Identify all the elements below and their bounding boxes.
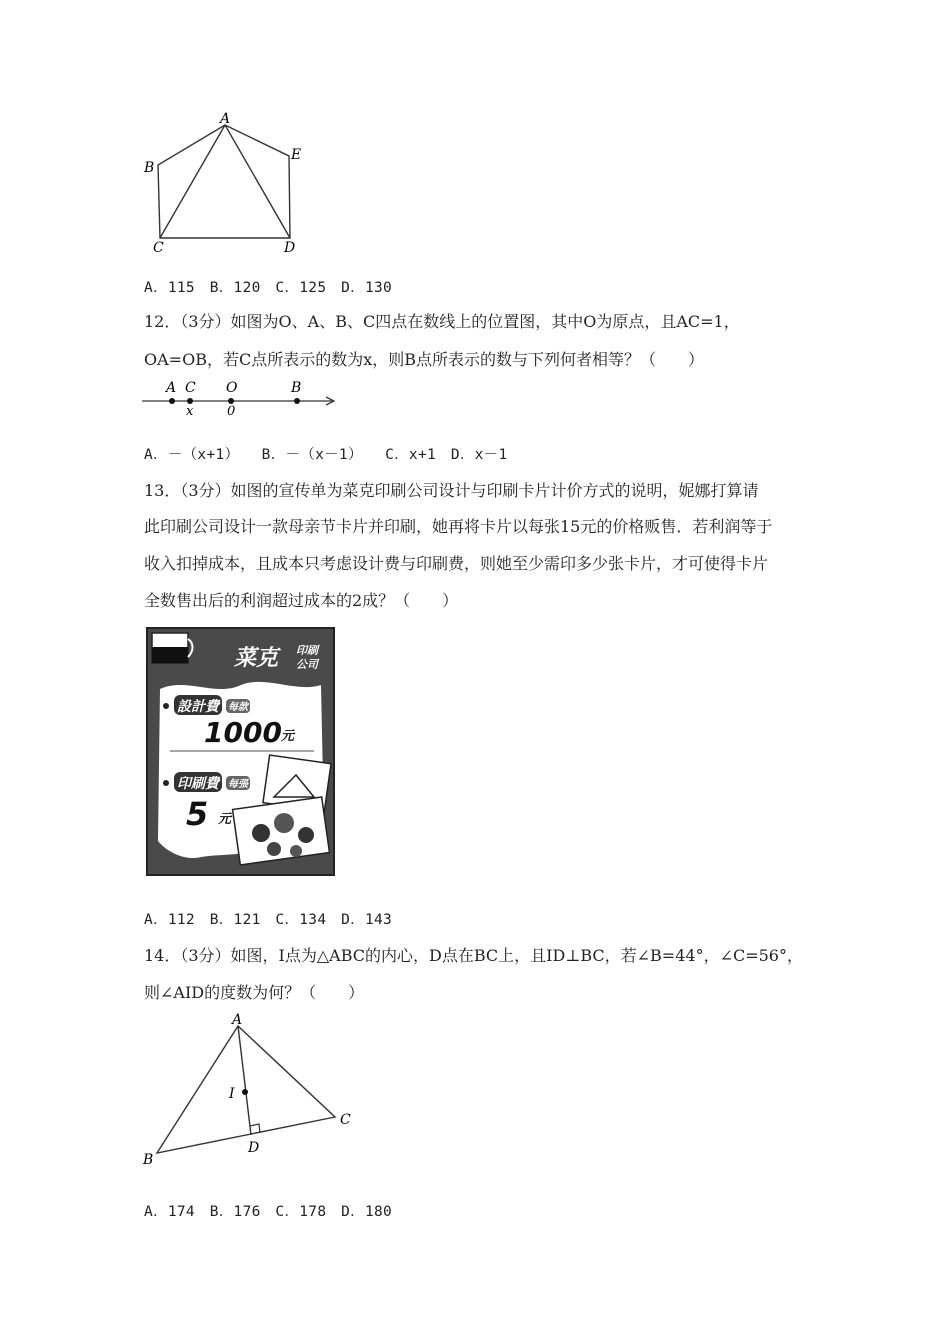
vertex-label-a: A bbox=[232, 1012, 243, 1028]
number-line-figure bbox=[140, 378, 345, 418]
q14-line-1: 14．（3分）如图，I点为△ABC的内心，D点在BC上，且ID⊥BC，若∠B=44°，∠C=56°， bbox=[144, 946, 803, 965]
segment-ad bbox=[238, 1026, 251, 1135]
vertex-label-a: A bbox=[220, 111, 231, 127]
design-fee-value: 1000 bbox=[204, 716, 282, 749]
right-angle-mark bbox=[250, 1124, 260, 1133]
point-b bbox=[294, 398, 300, 404]
triangle-incenter-figure bbox=[138, 1008, 363, 1170]
q11-options: A．115 B．120 C．125 D．130 bbox=[144, 280, 393, 296]
vertex-label-c: C bbox=[340, 1112, 351, 1128]
pentagon-figure bbox=[138, 110, 318, 260]
q12-line-1: 12．（3分）如图为O、A、B、C四点在数线上的位置图，其中O为原点，且AC=1， bbox=[144, 312, 740, 331]
design-fee-bullet bbox=[163, 703, 169, 709]
vertex-label-b: B bbox=[143, 1152, 154, 1168]
point-label-c: C bbox=[185, 380, 196, 396]
print-fee-unit-tag: 每張 bbox=[228, 779, 248, 790]
design-fee-label: 設計費 bbox=[177, 699, 219, 715]
q12-line-2: OA=OB，若C点所表示的数为x，则B点所表示的数与下列何者相等？（ ） bbox=[144, 350, 704, 369]
company-tag-2: 公司 bbox=[296, 658, 318, 671]
point-label-a: A bbox=[166, 380, 177, 396]
vertex-label-b: B bbox=[144, 160, 155, 176]
q13-line-4: 全数售出后的利润超过成本的2成？（ ） bbox=[144, 591, 459, 610]
under-label-zero: 0 bbox=[227, 404, 236, 418]
q14-line-2: 则∠AID的度数为何？（ ） bbox=[144, 983, 365, 1002]
q14-options: A．174 B．176 C．178 D．180 bbox=[144, 1204, 393, 1220]
design-fee-unit-tag: 每款 bbox=[228, 702, 248, 713]
vertex-label-e: E bbox=[291, 147, 302, 163]
company-tag-1: 印刷 bbox=[296, 644, 318, 657]
point-label-b: B bbox=[291, 380, 302, 396]
point-label-o: O bbox=[226, 380, 238, 396]
vertex-label-d: D bbox=[248, 1140, 260, 1156]
incenter-label-i: I bbox=[229, 1086, 235, 1102]
under-label-x: x bbox=[186, 404, 194, 418]
pentagon-outline bbox=[158, 125, 290, 238]
diagonal-ac bbox=[160, 125, 225, 238]
print-fee-label: 印刷費 bbox=[177, 776, 219, 792]
q13-options: A．112 B．121 C．134 D．143 bbox=[144, 912, 393, 928]
q13-line-1: 13．（3分）如图的宣传单为菜克印刷公司设计与印刷卡片计价方式的说明，妮娜打算请 bbox=[144, 481, 759, 500]
point-a bbox=[169, 398, 175, 404]
print-fee-value: 5 bbox=[186, 795, 209, 833]
q13-line-3: 收入扣掉成本，且成本只考虑设计费与印刷费，则她至少需印多少张卡片，才可使得卡片 bbox=[144, 554, 769, 573]
company-name: 菜克 bbox=[234, 646, 279, 671]
print-fee-currency: 元 bbox=[218, 812, 232, 827]
print-fee-bullet bbox=[163, 780, 169, 786]
diagonal-ad bbox=[225, 125, 290, 238]
q12-options: A．－（x+1） B．－（x－1） C．x+1 D．x－1 bbox=[144, 447, 508, 463]
pricing-poster-figure bbox=[146, 627, 336, 877]
q13-line-2: 此印刷公司设计一款母亲节卡片并印刷，她再将卡片以每张15元的价格贩售．若利润等于 bbox=[144, 517, 773, 536]
incenter-point bbox=[242, 1089, 248, 1095]
design-fee-currency: 元 bbox=[281, 729, 295, 744]
vertex-label-d: D bbox=[284, 240, 296, 256]
vertex-label-c: C bbox=[153, 240, 164, 256]
